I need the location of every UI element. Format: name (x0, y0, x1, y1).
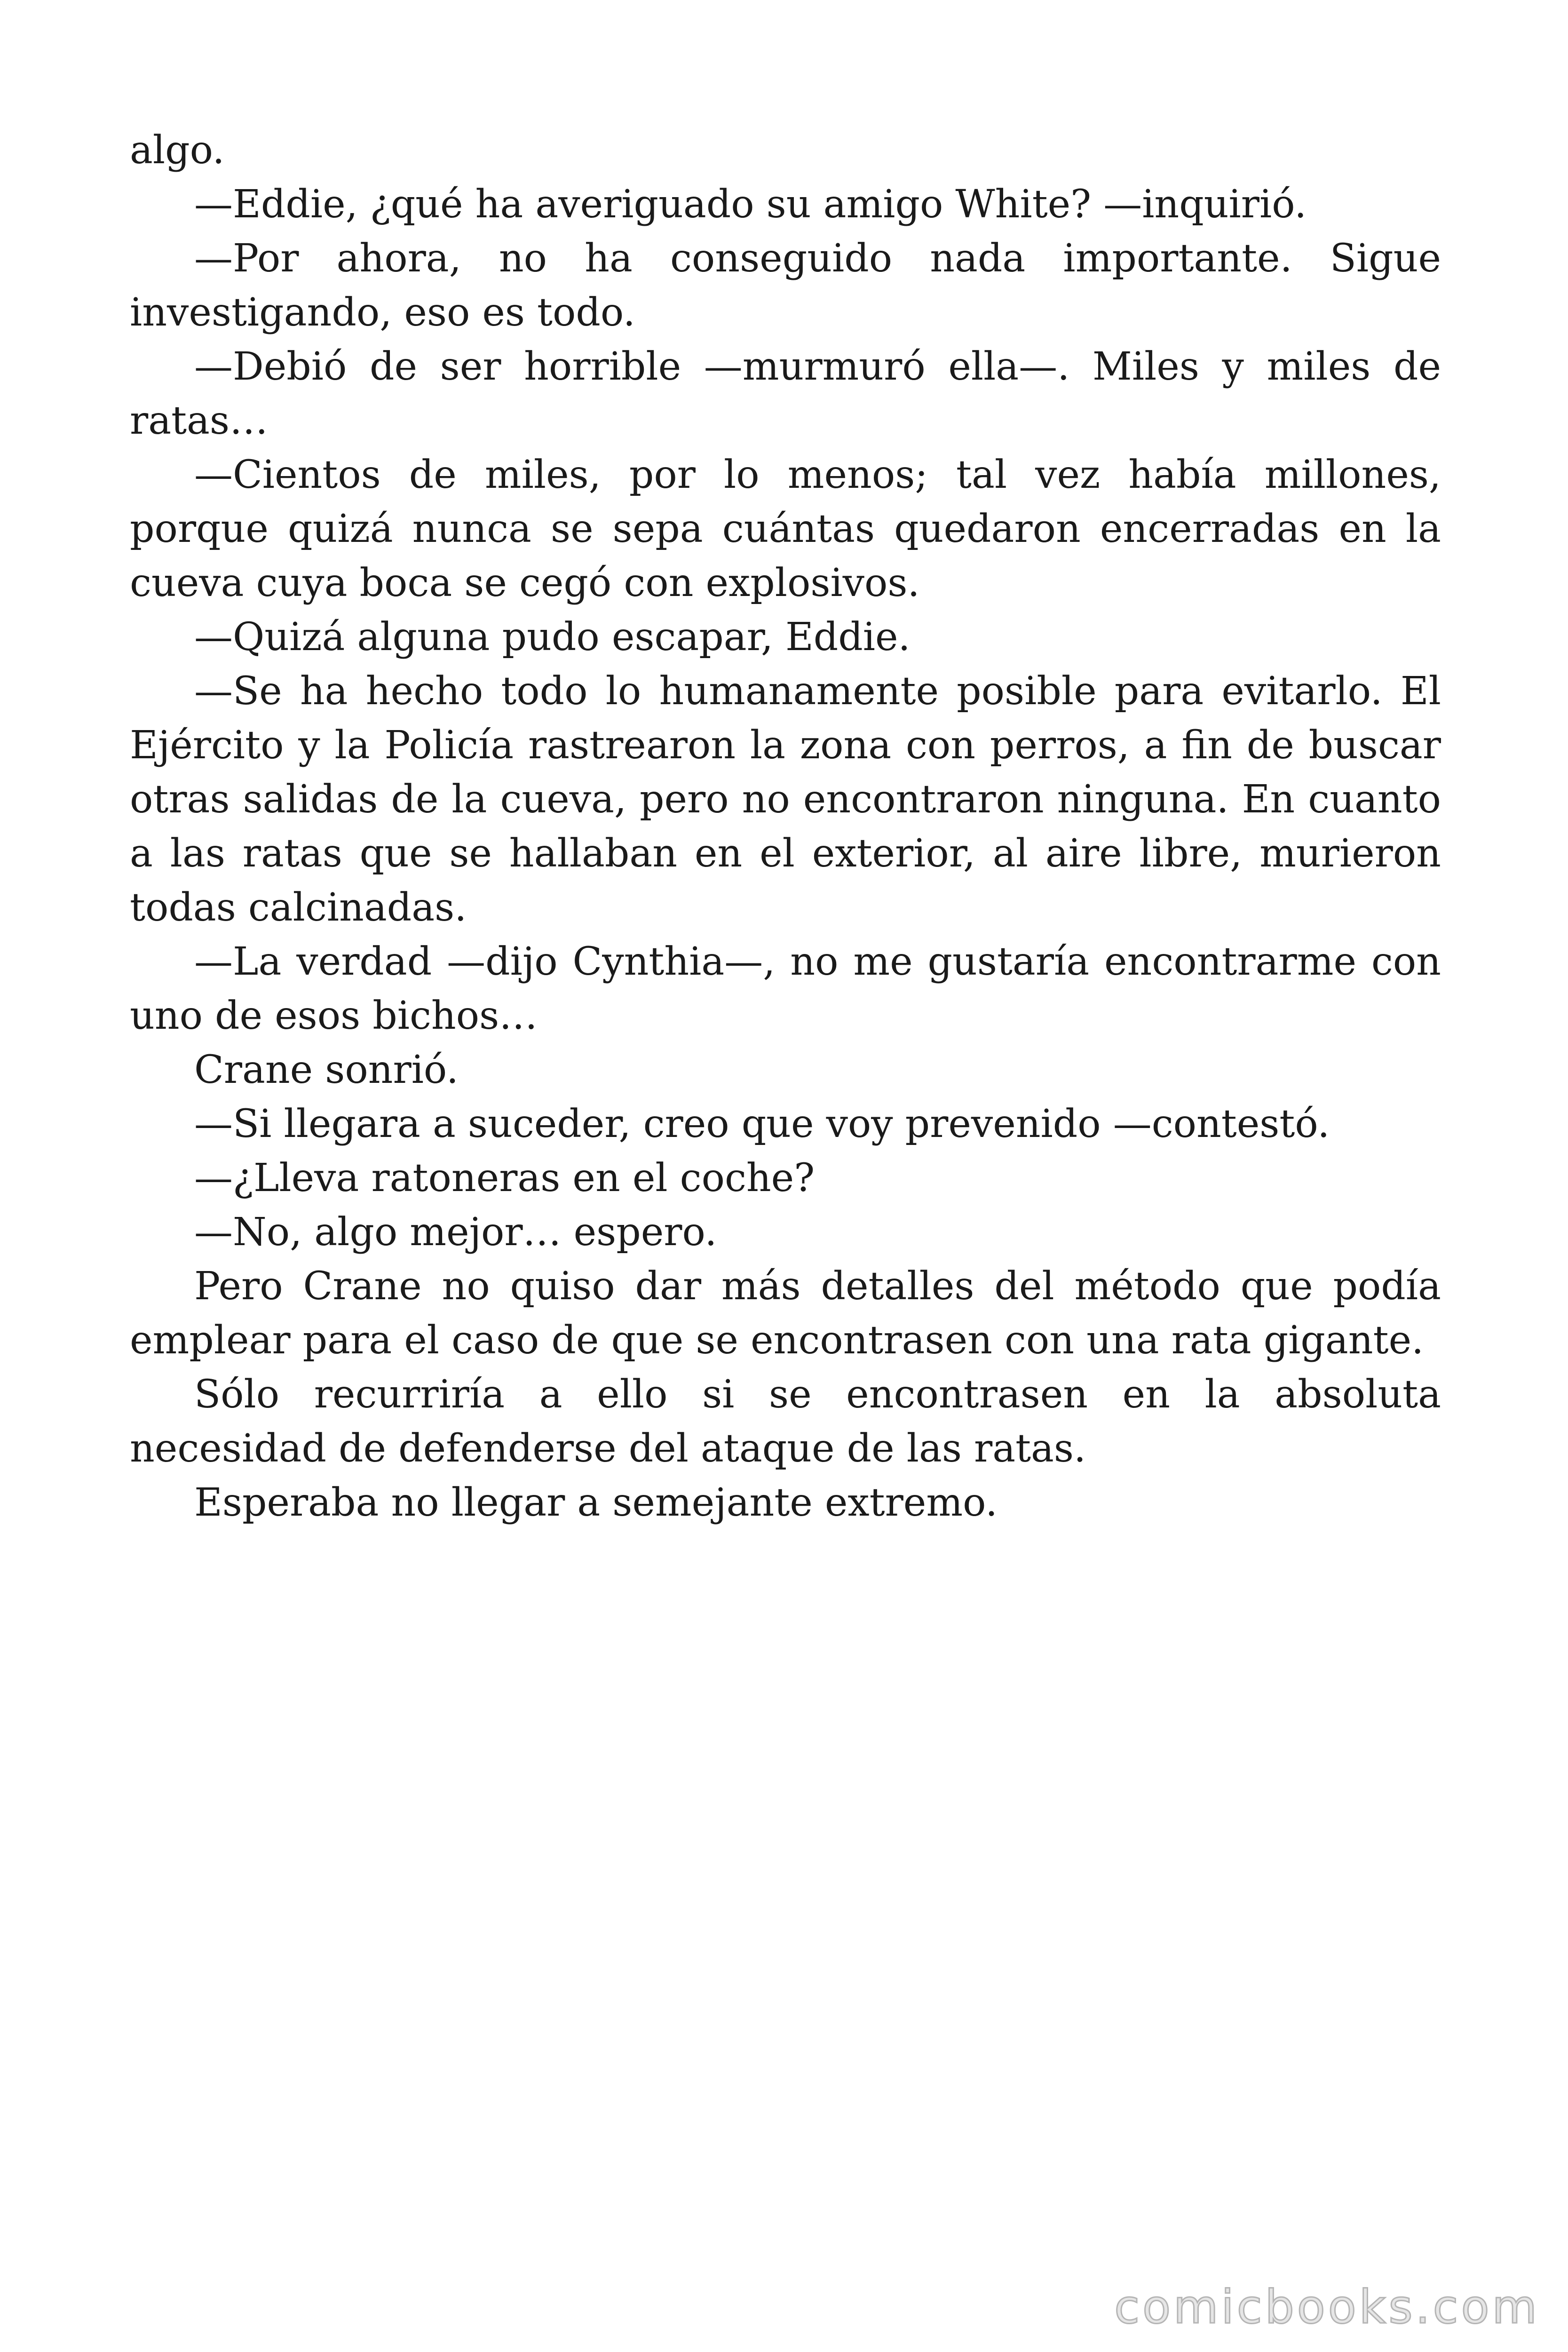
paragraph: —Debió de ser horrible —murmuró ella—. Miles y miles de ratas… (130, 344, 1441, 443)
paragraph: —Eddie, ¿qué ha averiguado su amigo White? —inquirió. (194, 182, 1307, 227)
paragraph-continuation: algo. (130, 128, 225, 173)
paragraph: Esperaba no llegar a semejante extremo. (194, 1480, 998, 1525)
paragraph: —Se ha hecho todo lo humanamente posible para evitarlo. El Ejército y la Policía rastrearon la zona con perros, a fin de buscar otras salidas de la cueva, pero no encontraron ninguna. En cuanto a las ratas que se hallaban en el exterior, al aire libre, murieron todas calcinadas. (130, 669, 1441, 930)
paragraph: —Por ahora, no ha conseguido nada importante. Sigue investigando, eso es todo. (130, 236, 1441, 335)
paragraph: Pero Crane no quiso dar más detalles del método que podía emplear para el caso de que se encontrasen con una rata gigante. (130, 1264, 1441, 1363)
paragraph: —La verdad —dijo Cynthia—, no me gustaría encontrarme con uno de esos bichos… (130, 939, 1441, 1038)
paragraph: —Cientos de miles, por lo menos; tal vez había millones, porque quizá nunca se sepa cuántas quedaron encerradas en la cueva cuya boca se cegó con explosivos. (130, 453, 1441, 605)
paragraph: —No, algo mejor… espero. (194, 1210, 717, 1255)
paragraph: Crane sonrió. (194, 1048, 459, 1092)
watermark: comicbooks.com (1114, 2280, 1540, 2334)
paragraph: —Quizá alguna pudo escapar, Eddie. (194, 615, 911, 660)
paragraph: —¿Lleva ratoneras en el coche? (194, 1156, 815, 1200)
body-text (130, 123, 1441, 1530)
paragraph: —Si llegara a suceder, creo que voy prevenido —contestó. (194, 1102, 1330, 1146)
paragraph: Sólo recurriría a ello si se encontrasen en la absoluta necesidad de defenderse del ataque de las ratas. (130, 1372, 1441, 1471)
